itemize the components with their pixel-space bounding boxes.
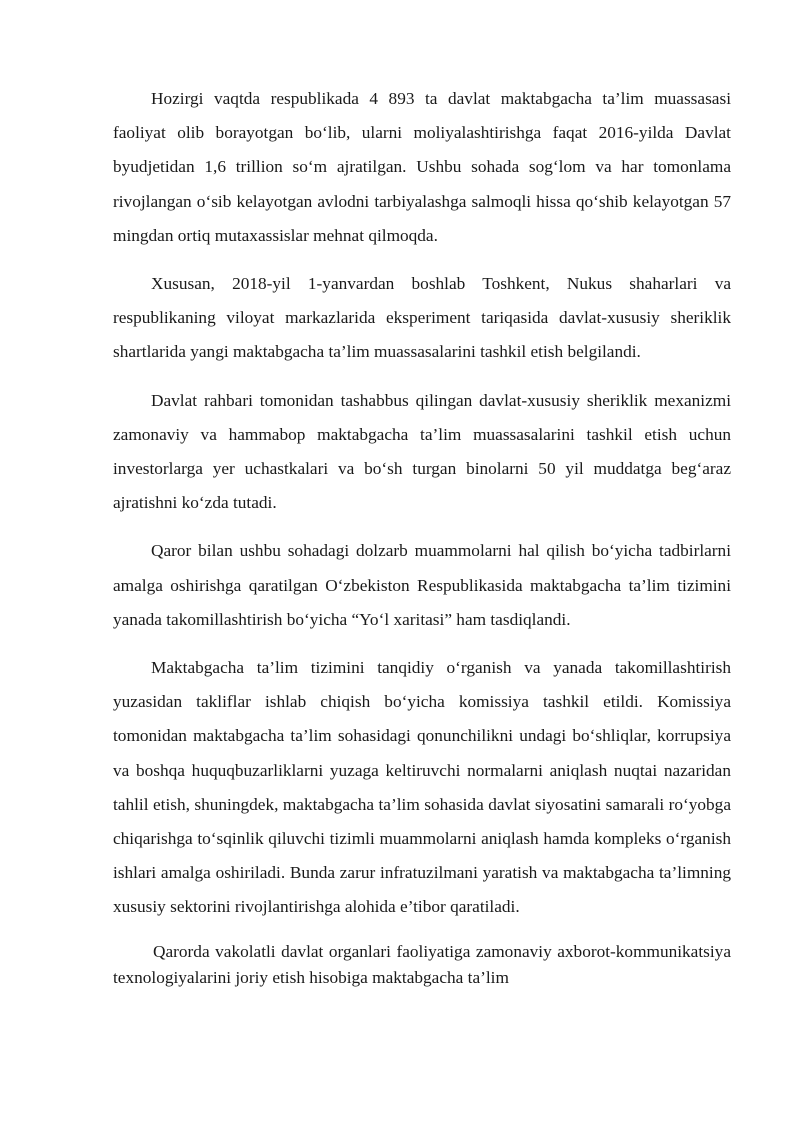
paragraph-2: Xususan, 2018-yil 1-yanvardan boshlab Toshkent, Nukus shaharlari va respublikaning viloyat markazlarida eksperiment tariqasida davlat-xususiy sheriklik shartlarida yangi maktabgacha ta’lim muassasalarini tashkil etish belgilandi. — [113, 274, 731, 362]
paragraph-1: Hozirgi vaqtda respublikada 4 893 ta davlat maktabgacha ta’lim muassasasi faoliyat olib borayotgan bo‘lib, ularni moliyalashtirishga faqat 2016-yilda Davlat byudjetidan 1,6 trillion so‘m ajratilgan. Ushbu sohada sog‘lom va har tomonlama rivojlangan o‘sib kelayotgan avlodni tarbiyalashga salmoqli hissa qo‘shib kelayotgan 57 mingdan ortiq mutaxassislar mehnat qilmoqda. — [113, 89, 731, 245]
document-page — [113, 82, 731, 1005]
paragraph-5: Maktabgacha ta’lim tizimini tanqidiy o‘rganish va yanada takomillashtirish yuzasidan takliflar ishlab chiqish bo‘yicha komissiya tashkil etildi. Komissiya tomonidan maktabgacha ta’lim sohasidagi qonunchilikni undagi bo‘shliqlar, korrupsiya va boshqa huquqbuzarliklarni yuzaga keltiruvchi normalarni aniqlash nuqtai nazaridan tahlil etish, shuningdek, maktabgacha ta’lim sohasida davlat siyosatini samarali ro‘yobga chiqarishga to‘sqinlik qiluvchi tizimli muammolarni aniqlash hamda kompleks o‘rganish ishlari amalga oshiriladi. Bunda zarur infratuzilmani yaratish va maktabgacha ta’limning xususiy sektorini rivojlantirishga alohida e’tibor qaratiladi. — [113, 658, 731, 917]
paragraph-4: Qaror bilan ushbu sohadagi dolzarb muammolarni hal qilish bo‘yicha tadbirlarni amalga oshirishga qaratilgan O‘zbekiston Respublikasida maktabgacha ta’lim tizimini yanada takomillashtirish bo‘yicha “Yo‘l xaritasi” ham tasdiqlandi. — [113, 541, 731, 629]
paragraph-3: Davlat rahbari tomonidan tashabbus qilingan davlat-xususiy sheriklik mexanizmi zamonaviy va hammabop maktabgacha ta’lim muassasalarini tashkil etish uchun investorlarga yer uchastkalari va bo‘sh turgan binolarni 50 yil muddatga beg‘araz ajratishni ko‘zda tutadi. — [113, 390, 731, 513]
paragraph-6: Qarorda vakolatli davlat organlari faoliyatiga zamonaviy axborot-kommunikatsiya texnologiyalarini joriy etish hisobiga maktabgacha ta’lim — [113, 941, 731, 987]
